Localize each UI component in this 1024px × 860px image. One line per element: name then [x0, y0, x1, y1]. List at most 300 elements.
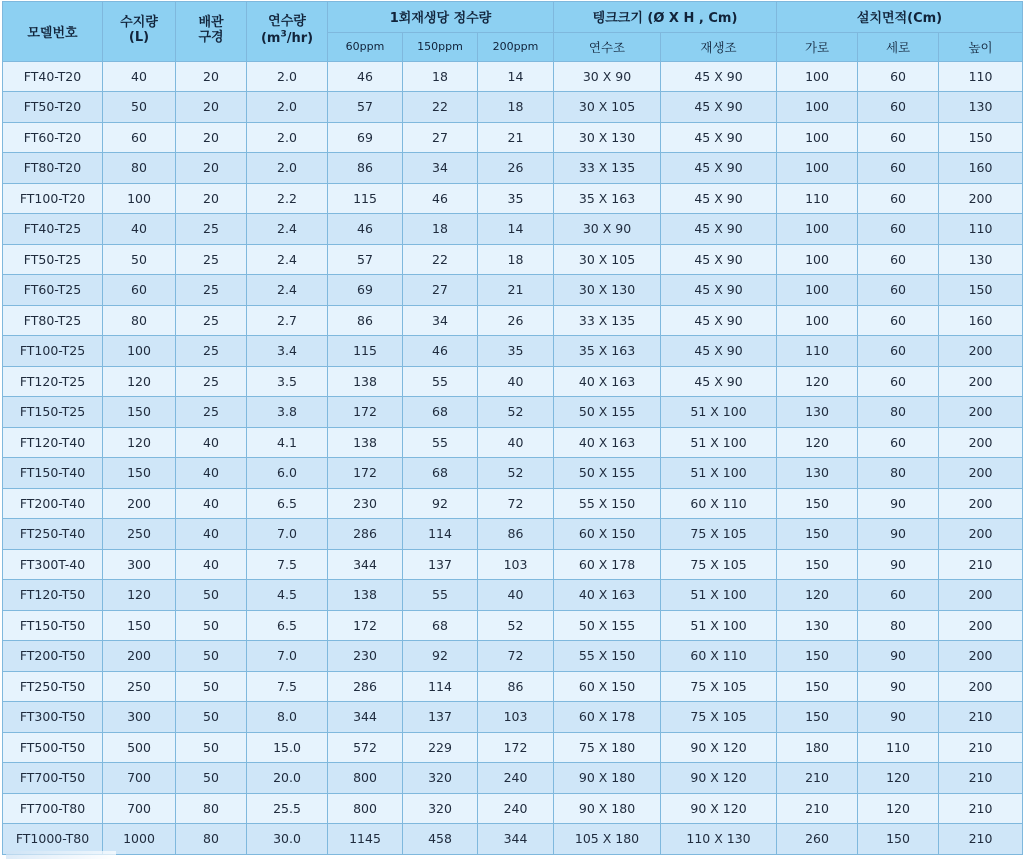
cell-pipe: 25: [176, 305, 247, 336]
cell-install-depth: 60: [858, 580, 939, 611]
cell-tank-regen: 75 X 105: [661, 549, 777, 580]
cell-resin: 50: [103, 92, 176, 123]
cell-regen-200ppm: 240: [478, 763, 554, 794]
cell-resin: 700: [103, 763, 176, 794]
cell-install-width: 120: [777, 580, 858, 611]
cell-resin: 200: [103, 641, 176, 672]
cell-regen-60ppm: 230: [328, 488, 403, 519]
table-body: [3, 61, 1023, 854]
cell-pipe: 25: [176, 397, 247, 428]
cell-pipe: 20: [176, 153, 247, 184]
cell-install-height: 130: [939, 244, 1023, 275]
header-softening-unit: $(m^3/hr)$: [260, 30, 314, 47]
cell-pipe: 80: [176, 793, 247, 824]
cell-install-width: 210: [777, 763, 858, 794]
cell-resin: 120: [103, 366, 176, 397]
cell-resin: 100: [103, 336, 176, 367]
header-regen-200ppm: 200ppm: [478, 32, 554, 61]
cell-install-depth: 80: [858, 458, 939, 489]
cell-install-depth: 110: [858, 732, 939, 763]
cell-pipe: 40: [176, 427, 247, 458]
cell-install-height: 200: [939, 519, 1023, 550]
cell-regen-150ppm: 92: [403, 641, 478, 672]
cell-model: FT700-T50: [3, 763, 103, 794]
cell-install-height: 200: [939, 610, 1023, 641]
cell-regen-200ppm: 72: [478, 488, 554, 519]
cell-softening: 2.0: [247, 122, 328, 153]
cell-regen-200ppm: 35: [478, 336, 554, 367]
cell-model: FT40-T20: [3, 61, 103, 92]
cell-install-width: 120: [777, 366, 858, 397]
cell-resin: 60: [103, 122, 176, 153]
cell-pipe: 40: [176, 488, 247, 519]
cell-resin: 100: [103, 183, 176, 214]
cell-install-height: 210: [939, 702, 1023, 733]
cell-install-depth: 90: [858, 549, 939, 580]
cell-regen-200ppm: 103: [478, 549, 554, 580]
cell-regen-150ppm: 458: [403, 824, 478, 855]
cell-tank-regen: 45 X 90: [661, 61, 777, 92]
cell-install-height: 200: [939, 671, 1023, 702]
cell-tank-regen: 45 X 90: [661, 183, 777, 214]
cell-install-height: 200: [939, 336, 1023, 367]
cell-install-width: 100: [777, 153, 858, 184]
cell-install-depth: 150: [858, 824, 939, 855]
cell-regen-200ppm: 52: [478, 458, 554, 489]
cell-regen-200ppm: 14: [478, 214, 554, 245]
cell-model: FT40-T25: [3, 214, 103, 245]
cell-tank-regen: 90 X 120: [661, 793, 777, 824]
table-row: [3, 671, 1023, 702]
cell-regen-200ppm: 40: [478, 366, 554, 397]
cell-softening: 2.4: [247, 275, 328, 306]
cell-install-width: 100: [777, 92, 858, 123]
cell-tank-softener: 30 X 130: [554, 275, 661, 306]
cell-regen-200ppm: 26: [478, 153, 554, 184]
cell-resin: 150: [103, 458, 176, 489]
cell-install-height: 130: [939, 92, 1023, 123]
cell-regen-150ppm: 18: [403, 214, 478, 245]
cell-regen-150ppm: 34: [403, 153, 478, 184]
cell-softening: 6.0: [247, 458, 328, 489]
cell-regen-150ppm: 92: [403, 488, 478, 519]
cell-regen-200ppm: 21: [478, 122, 554, 153]
cell-softening: 4.1: [247, 427, 328, 458]
table-row: [3, 793, 1023, 824]
cell-tank-regen: 51 X 100: [661, 580, 777, 611]
cell-install-width: 260: [777, 824, 858, 855]
cell-model: FT50-T20: [3, 92, 103, 123]
cell-install-width: 150: [777, 519, 858, 550]
cell-install-width: 130: [777, 397, 858, 428]
cell-tank-regen: 45 X 90: [661, 122, 777, 153]
cell-regen-60ppm: 172: [328, 610, 403, 641]
table-row: [3, 641, 1023, 672]
table-header: [3, 2, 1023, 62]
table-row: [3, 519, 1023, 550]
cell-regen-200ppm: 103: [478, 702, 554, 733]
header-pipe: [176, 2, 247, 62]
cell-install-width: 110: [777, 336, 858, 367]
cell-pipe: 25: [176, 275, 247, 306]
cell-softening: 2.4: [247, 214, 328, 245]
cell-regen-150ppm: 22: [403, 92, 478, 123]
table-row: [3, 122, 1023, 153]
cell-regen-60ppm: 344: [328, 549, 403, 580]
cell-regen-150ppm: 114: [403, 671, 478, 702]
cell-tank-softener: 105 X 180: [554, 824, 661, 855]
header-regen-60ppm: 60ppm: [328, 32, 403, 61]
cell-regen-60ppm: 86: [328, 305, 403, 336]
cell-regen-200ppm: 72: [478, 641, 554, 672]
cell-install-width: 210: [777, 793, 858, 824]
cell-tank-softener: 33 X 135: [554, 153, 661, 184]
header-regen-group: 1회재생당 정수량: [328, 2, 554, 33]
cell-tank-softener: 30 X 105: [554, 92, 661, 123]
cell-pipe: 20: [176, 183, 247, 214]
cell-install-height: 200: [939, 366, 1023, 397]
table-row: [3, 92, 1023, 123]
cell-install-depth: 60: [858, 61, 939, 92]
cell-regen-200ppm: 240: [478, 793, 554, 824]
cell-install-depth: 60: [858, 427, 939, 458]
cell-install-depth: 120: [858, 763, 939, 794]
cell-tank-regen: 45 X 90: [661, 153, 777, 184]
cell-install-depth: 90: [858, 702, 939, 733]
cell-model: FT1000-T80: [3, 824, 103, 855]
cell-regen-200ppm: 18: [478, 92, 554, 123]
table-row: [3, 763, 1023, 794]
cell-tank-regen: 110 X 130: [661, 824, 777, 855]
cell-regen-200ppm: 35: [478, 183, 554, 214]
cell-install-depth: 60: [858, 92, 939, 123]
cell-resin: 300: [103, 549, 176, 580]
cell-install-width: 150: [777, 641, 858, 672]
header-install-group: 설치면적(Cm): [777, 2, 1023, 33]
table-row: [3, 549, 1023, 580]
cell-resin: 700: [103, 793, 176, 824]
cell-tank-regen: 60 X 110: [661, 641, 777, 672]
header-tank-softener: 연수조: [554, 32, 661, 61]
header-install-height: 높이: [939, 32, 1023, 61]
cell-tank-softener: 30 X 90: [554, 61, 661, 92]
cell-install-depth: 60: [858, 244, 939, 275]
header-install-depth: 세로: [858, 32, 939, 61]
header-install-width: 가로: [777, 32, 858, 61]
cell-install-height: 200: [939, 397, 1023, 428]
cell-tank-softener: 35 X 163: [554, 336, 661, 367]
cell-tank-softener: 60 X 150: [554, 671, 661, 702]
cell-tank-softener: 35 X 163: [554, 183, 661, 214]
cell-tank-softener: 30 X 105: [554, 244, 661, 275]
header-softening-line1: 연수량: [268, 14, 306, 30]
cell-tank-softener: 90 X 180: [554, 763, 661, 794]
cell-tank-softener: 40 X 163: [554, 427, 661, 458]
cell-install-depth: 60: [858, 122, 939, 153]
cell-regen-150ppm: 18: [403, 61, 478, 92]
cell-install-height: 110: [939, 61, 1023, 92]
cell-pipe: 40: [176, 458, 247, 489]
cell-pipe: 25: [176, 214, 247, 245]
cell-regen-150ppm: 137: [403, 549, 478, 580]
cell-regen-60ppm: 46: [328, 61, 403, 92]
cell-regen-150ppm: 68: [403, 458, 478, 489]
cell-tank-softener: 55 X 150: [554, 641, 661, 672]
cell-regen-150ppm: 27: [403, 275, 478, 306]
cell-tank-regen: 51 X 100: [661, 397, 777, 428]
cell-regen-150ppm: 55: [403, 427, 478, 458]
cell-resin: 60: [103, 275, 176, 306]
cell-model: FT250-T50: [3, 671, 103, 702]
cell-install-height: 160: [939, 305, 1023, 336]
cell-model: FT250-T40: [3, 519, 103, 550]
table-row: [3, 336, 1023, 367]
cell-regen-150ppm: 34: [403, 305, 478, 336]
cell-regen-60ppm: 286: [328, 671, 403, 702]
cell-softening: 25.5: [247, 793, 328, 824]
cell-regen-200ppm: 52: [478, 397, 554, 428]
cell-install-depth: 80: [858, 610, 939, 641]
cell-regen-60ppm: 344: [328, 702, 403, 733]
cell-model: FT700-T80: [3, 793, 103, 824]
cell-regen-60ppm: 138: [328, 366, 403, 397]
cell-tank-regen: 45 X 90: [661, 244, 777, 275]
cell-install-width: 180: [777, 732, 858, 763]
cell-regen-60ppm: 138: [328, 580, 403, 611]
cell-resin: 150: [103, 397, 176, 428]
cell-model: FT60-T25: [3, 275, 103, 306]
spec-table: [2, 1, 1023, 855]
cell-tank-softener: 55 X 150: [554, 488, 661, 519]
cell-resin: 120: [103, 580, 176, 611]
cell-model: FT200-T40: [3, 488, 103, 519]
cell-regen-200ppm: 18: [478, 244, 554, 275]
cell-regen-150ppm: 68: [403, 610, 478, 641]
cell-regen-200ppm: 172: [478, 732, 554, 763]
cell-softening: 2.0: [247, 61, 328, 92]
cell-pipe: 20: [176, 92, 247, 123]
cell-regen-60ppm: 1145: [328, 824, 403, 855]
cell-tank-regen: 51 X 100: [661, 458, 777, 489]
cell-tank-regen: 51 X 100: [661, 610, 777, 641]
cell-model: FT60-T20: [3, 122, 103, 153]
cell-pipe: 50: [176, 580, 247, 611]
cell-model: FT300T-40: [3, 549, 103, 580]
header-pipe-line2: 구경: [198, 30, 224, 46]
cell-regen-60ppm: 115: [328, 336, 403, 367]
cell-softening: 4.5: [247, 580, 328, 611]
cell-install-width: 120: [777, 427, 858, 458]
cell-model: FT100-T20: [3, 183, 103, 214]
cell-regen-60ppm: 138: [328, 427, 403, 458]
cell-install-height: 200: [939, 641, 1023, 672]
cell-regen-60ppm: 286: [328, 519, 403, 550]
cell-install-depth: 90: [858, 641, 939, 672]
cell-regen-60ppm: 230: [328, 641, 403, 672]
cell-tank-softener: 90 X 180: [554, 793, 661, 824]
cell-tank-softener: 50 X 155: [554, 610, 661, 641]
cell-tank-softener: 40 X 163: [554, 580, 661, 611]
cell-pipe: 50: [176, 702, 247, 733]
cell-resin: 500: [103, 732, 176, 763]
cell-pipe: 25: [176, 366, 247, 397]
cell-install-depth: 90: [858, 671, 939, 702]
cell-install-width: 150: [777, 488, 858, 519]
cell-tank-softener: 75 X 180: [554, 732, 661, 763]
cell-softening: 2.7: [247, 305, 328, 336]
cell-regen-60ppm: 172: [328, 397, 403, 428]
cell-install-depth: 60: [858, 153, 939, 184]
cell-regen-60ppm: 800: [328, 793, 403, 824]
cell-install-depth: 90: [858, 519, 939, 550]
cell-install-height: 200: [939, 183, 1023, 214]
cell-model: FT80-T25: [3, 305, 103, 336]
cell-install-depth: 120: [858, 793, 939, 824]
cell-install-height: 200: [939, 580, 1023, 611]
cell-install-height: 200: [939, 488, 1023, 519]
cell-install-depth: 60: [858, 305, 939, 336]
cell-model: FT120-T25: [3, 366, 103, 397]
cell-tank-softener: 30 X 130: [554, 122, 661, 153]
cell-tank-regen: 45 X 90: [661, 336, 777, 367]
cell-regen-150ppm: 22: [403, 244, 478, 275]
header-tank-regen: 재생조: [661, 32, 777, 61]
cell-pipe: 40: [176, 519, 247, 550]
cell-resin: 50: [103, 244, 176, 275]
cell-install-width: 150: [777, 671, 858, 702]
cell-regen-200ppm: 40: [478, 427, 554, 458]
cell-softening: 7.0: [247, 519, 328, 550]
table-row: [3, 580, 1023, 611]
cell-tank-softener: 50 X 155: [554, 397, 661, 428]
cell-regen-200ppm: 344: [478, 824, 554, 855]
cell-install-width: 150: [777, 549, 858, 580]
cell-regen-60ppm: 172: [328, 458, 403, 489]
cell-regen-200ppm: 86: [478, 671, 554, 702]
cell-regen-200ppm: 14: [478, 61, 554, 92]
cell-install-height: 200: [939, 458, 1023, 489]
cell-regen-200ppm: 40: [478, 580, 554, 611]
cell-install-height: 150: [939, 122, 1023, 153]
header-resin: [103, 2, 176, 62]
cell-resin: 40: [103, 61, 176, 92]
cell-pipe: 50: [176, 763, 247, 794]
cell-install-height: 210: [939, 549, 1023, 580]
cell-tank-softener: 50 X 155: [554, 458, 661, 489]
cell-model: FT50-T25: [3, 244, 103, 275]
table-row: [3, 305, 1023, 336]
cell-install-width: 100: [777, 305, 858, 336]
cell-install-width: 130: [777, 458, 858, 489]
cell-tank-softener: 60 X 150: [554, 519, 661, 550]
cell-softening: 15.0: [247, 732, 328, 763]
cell-softening: 2.0: [247, 153, 328, 184]
cell-install-width: 150: [777, 702, 858, 733]
cell-tank-regen: 90 X 120: [661, 732, 777, 763]
cell-regen-60ppm: 57: [328, 244, 403, 275]
cell-tank-regen: 51 X 100: [661, 427, 777, 458]
cell-install-height: 210: [939, 763, 1023, 794]
cell-softening: 7.5: [247, 549, 328, 580]
cell-pipe: 50: [176, 671, 247, 702]
cell-regen-150ppm: 55: [403, 580, 478, 611]
table-row: [3, 153, 1023, 184]
cell-regen-150ppm: 27: [403, 122, 478, 153]
table-row: [3, 366, 1023, 397]
cell-install-width: 100: [777, 61, 858, 92]
cell-install-width: 100: [777, 275, 858, 306]
cell-install-depth: 60: [858, 183, 939, 214]
cell-tank-regen: 60 X 110: [661, 488, 777, 519]
cell-install-depth: 60: [858, 366, 939, 397]
cell-regen-60ppm: 86: [328, 153, 403, 184]
cell-install-width: 110: [777, 183, 858, 214]
cell-softening: 3.8: [247, 397, 328, 428]
table-row: [3, 427, 1023, 458]
cell-tank-regen: 45 X 90: [661, 214, 777, 245]
header-resin-line2: (L): [128, 30, 150, 46]
cell-regen-200ppm: 21: [478, 275, 554, 306]
cell-model: FT100-T25: [3, 336, 103, 367]
watermark-logo: [6, 851, 116, 859]
cell-model: FT150-T25: [3, 397, 103, 428]
header-tank-group: 텡크크기 (Ø X H , Cm): [554, 2, 777, 33]
cell-softening: 8.0: [247, 702, 328, 733]
cell-regen-60ppm: 69: [328, 275, 403, 306]
header-model: 모델번호: [3, 2, 103, 62]
cell-model: FT80-T20: [3, 153, 103, 184]
cell-install-depth: 60: [858, 336, 939, 367]
cell-softening: 3.4: [247, 336, 328, 367]
cell-pipe: 80: [176, 824, 247, 855]
cell-softening: 6.5: [247, 610, 328, 641]
cell-install-width: 100: [777, 122, 858, 153]
cell-resin: 250: [103, 519, 176, 550]
cell-regen-150ppm: 320: [403, 763, 478, 794]
table-row: [3, 610, 1023, 641]
cell-resin: 200: [103, 488, 176, 519]
table-row: [3, 702, 1023, 733]
cell-tank-regen: 75 X 105: [661, 519, 777, 550]
cell-model: FT120-T40: [3, 427, 103, 458]
cell-install-height: 160: [939, 153, 1023, 184]
cell-install-depth: 60: [858, 275, 939, 306]
cell-model: FT120-T50: [3, 580, 103, 611]
header-regen-150ppm: 150ppm: [403, 32, 478, 61]
table-row: [3, 824, 1023, 855]
cell-pipe: 40: [176, 549, 247, 580]
cell-install-height: 210: [939, 732, 1023, 763]
cell-regen-60ppm: 57: [328, 92, 403, 123]
cell-install-depth: 90: [858, 488, 939, 519]
cell-resin: 80: [103, 305, 176, 336]
cell-regen-150ppm: 229: [403, 732, 478, 763]
cell-softening: 2.4: [247, 244, 328, 275]
cell-regen-200ppm: 26: [478, 305, 554, 336]
cell-pipe: 50: [176, 641, 247, 672]
cell-install-height: 150: [939, 275, 1023, 306]
table-row: [3, 732, 1023, 763]
cell-model: FT200-T50: [3, 641, 103, 672]
header-softening: [247, 2, 328, 62]
cell-softening: 7.0: [247, 641, 328, 672]
cell-tank-softener: 60 X 178: [554, 702, 661, 733]
table-row: [3, 183, 1023, 214]
cell-resin: 250: [103, 671, 176, 702]
cell-regen-150ppm: 320: [403, 793, 478, 824]
cell-tank-regen: 45 X 90: [661, 275, 777, 306]
cell-resin: 150: [103, 610, 176, 641]
